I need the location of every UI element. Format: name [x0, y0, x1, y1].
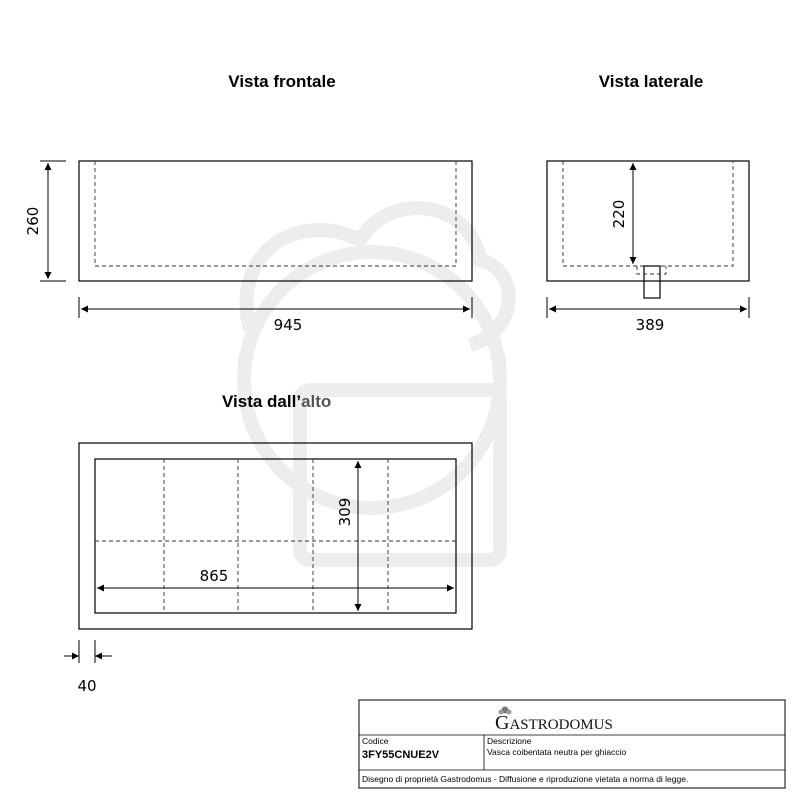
top-view-title — [222, 392, 331, 411]
side-inner-height-value: 220 — [610, 199, 628, 229]
top-inner-depth-value: 309 — [336, 497, 354, 527]
title-block-footer: Disegno di proprietà Gastrodomus - Diffusione e riproduzione vietata a norma di legge. — [362, 774, 689, 784]
top-inner-width-value: 865 — [199, 567, 229, 585]
top-view-grid-hidden — [95, 459, 456, 613]
brand-initial: G — [495, 712, 510, 734]
description-value: Vasca coibentata neutra per ghiaccio — [487, 747, 627, 757]
side-view-outline — [547, 161, 749, 281]
side-view-inner-hidden — [563, 161, 733, 266]
side-width-value: 389 — [635, 316, 665, 334]
side-view-drain-hidden — [637, 266, 666, 274]
side-view-title: Vista laterale — [598, 72, 704, 91]
front-view-title: Vista frontale — [228, 72, 336, 91]
code-label: Codice — [362, 736, 389, 746]
code-value: 3FY55CNUE2V — [362, 749, 440, 761]
side-view-drain — [644, 266, 660, 298]
top-view-title-part2: alto — [301, 392, 332, 411]
top-view-inner-outline — [95, 459, 456, 613]
brand-rest: ASTRODOMUS — [509, 717, 613, 733]
front-width-value: 945 — [273, 316, 303, 334]
description-label: Descrizione — [487, 736, 532, 746]
title-block — [359, 700, 785, 788]
front-height-value: 260 — [24, 206, 42, 236]
wall-thickness-value: 40 — [77, 677, 97, 695]
top-view-title-part1: Vista dall’ — [222, 392, 302, 411]
watermark-logo — [244, 208, 509, 560]
